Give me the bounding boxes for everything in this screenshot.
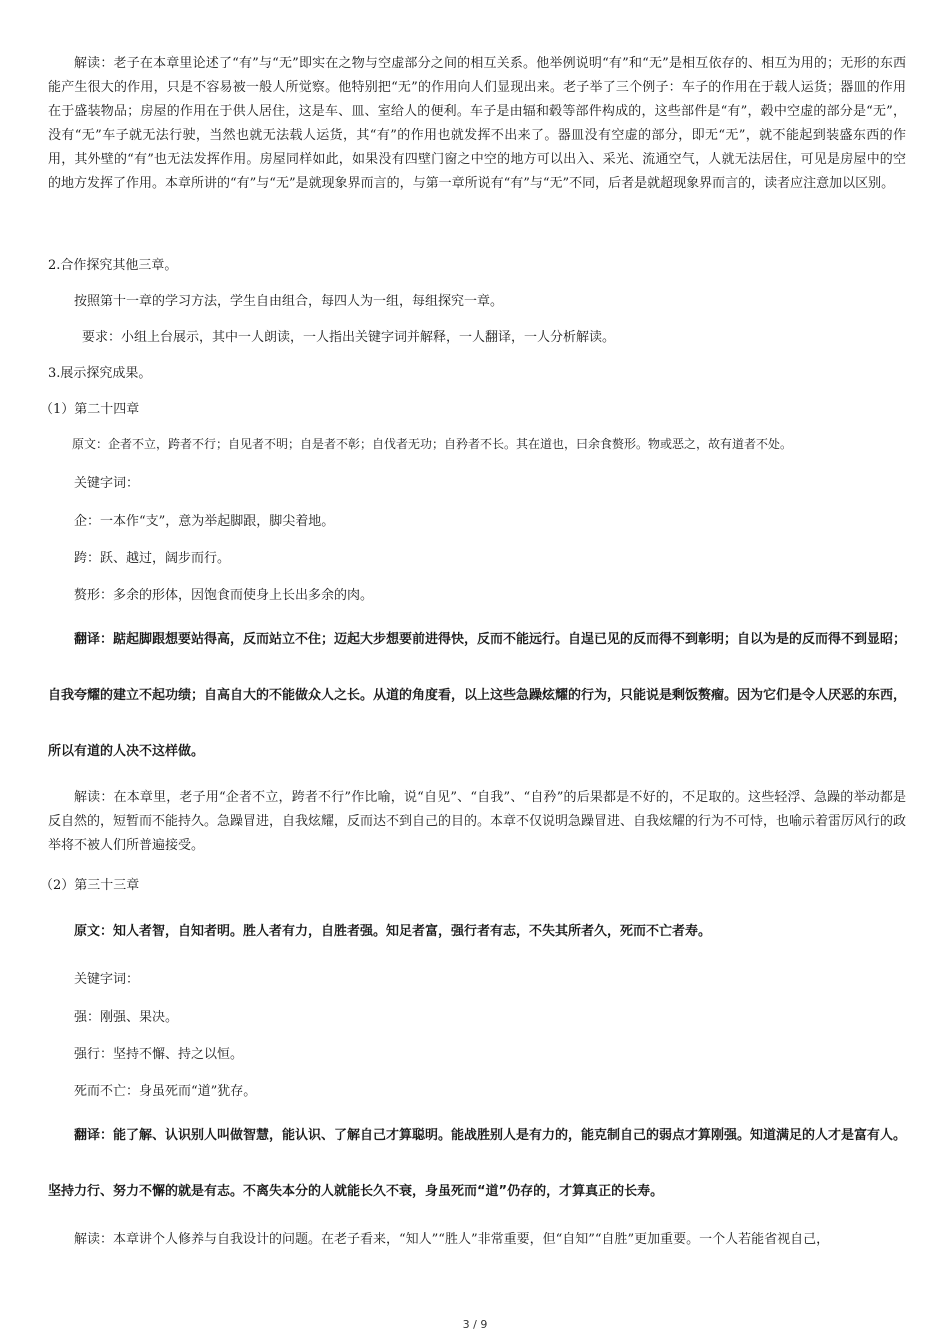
- paragraph-interpretation-ch11: 解读：老子在本章里论述了“有”与“无”即实在之物与空虚部分之间的相互关系。他举例说明“有”和“无”是相互依存的、相互为用的；无形的东西能产生很大的作用，只是不容易被一般人所觉察。他特别把“无”的作用向人们显现出来。老子举了三个例子：车子的作用在于载人运货；器皿的作用在于盛装物品；房屋的作用在于供人居住，这是车、皿、室给人的便利。车子是由辐和毂等部件构成的，这些部件是“有”，毂中空虚的部分是“无”，没有“无”车子就无法行驶，当然也就无法载人运货，其“有”的作用也就发挥不出来了。器皿没有空虚的部分，即无“无”，就不能起到装盛东西的作用，其外壁的“有”也无法发挥作用。房屋同样如此，如果没有四壁门窗之中空的地方可以出入、采光、流通空气，人就无法居住，可见是房屋中的空的地方发挥了作用。本章所讲的“有”与“无”是就现象界而言的，与第一章所说有“有”与“无”不同，后者是就超现象界而言的，读者应注意加以区别。: [48, 56, 906, 191]
- translation-ch33: 翻译：能了解、认识别人叫做智慧，能认识、了解自己才算聪明。能战胜别人是有力的，能克制自己的弱点才算刚强。知道满足的人才是富有人。坚持力行、努力不懈的就是有志。不离失本分的人就能长久不衰，身虽死而“道”仍存的，才算真正的长寿。: [48, 1128, 907, 1199]
- key-word-qi: 企：一本作“支”，意为举起脚跟，脚尖着地。: [74, 514, 335, 529]
- paragraph-group-method: 按照第十一章的学习方法，学生自由组合，每四人为一组，每组探究一章。: [74, 294, 504, 309]
- translation-ch24: 翻译：踮起脚跟想要站得高，反而站立不住；迈起大步想要前进得快，反而不能远行。自逞已见的反而得不到彰明；自以为是的反而得不到显昭；自我夸耀的建立不起功绩；自高自大的不能做众人之长。从道的角度看，以上这些急躁炫耀的行为，只能说是剩饭赘瘤。因为它们是令人厌恶的东西，所以有道的人决不这样做。: [48, 632, 907, 759]
- original-text-ch24: 原文：企者不立，跨者不行；自见者不明；自是者不彰；自伐者无功；自矜者不长。其在道也，曰余食赘形。物或恶之，故有道者不处。: [72, 437, 793, 451]
- paragraph-interpretation-ch33: 解读：本章讲个人修养与自我设计的问题。在老子看来，“知人”“胜人”非常重要，但“自知”“自胜”更加重要。一个人若能省视自己，: [74, 1232, 830, 1247]
- key-word-qiang: 强：刚强、果决。: [74, 1010, 179, 1025]
- label-key-words-ch33: 关键字词：: [74, 972, 140, 987]
- key-word-zhuixing: 赘形：多余的形体，因饱食而使身上长出多余的肉。: [74, 588, 374, 603]
- paragraph-interpretation-ch24: 解读：在本章里，老子用“企者不立，跨者不行”作比喻，说“自见”、“自我”、“自矜”的后果都是不好的，不足取的。这些轻浮、急躁的举动都是反自然的，短暂而不能持久。急躁冒进，自我炫耀，反而达不到自己的目的。本章不仅说明急躁冒进、自我炫耀的行为不可恃，也喻示着雷厉风行的政举将不被人们所普遍接受。: [48, 790, 907, 853]
- page-number: 3 / 9: [462, 1318, 488, 1331]
- heading-show-results: 3.展示探究成果。: [48, 366, 152, 381]
- key-word-kua: 跨：跃、越过，阔步而行。: [74, 551, 231, 566]
- label-key-words-ch24: 关键字词：: [74, 476, 140, 491]
- original-text-ch33: 原文：知人者智，自知者明。胜人者有力，自胜者强。知足者富，强行者有志，不失其所者久，死而不亡者寿。: [74, 924, 712, 939]
- key-word-qiangxing: 强行：坚持不懈、持之以恒。: [74, 1047, 244, 1062]
- key-word-siersiwang: 死而不亡：身虽死而“道”犹存。: [74, 1084, 257, 1099]
- heading-cooperative-inquiry: 2.合作探究其他三章。: [48, 258, 178, 273]
- heading-chapter-24: （1）第二十四章: [40, 402, 140, 417]
- heading-chapter-33: （2）第三十三章: [40, 878, 140, 893]
- paragraph-requirements: 要求：小组上台展示，其中一人朗读，一人指出关键字词并解释，一人翻译，一人分析解读。: [82, 330, 616, 345]
